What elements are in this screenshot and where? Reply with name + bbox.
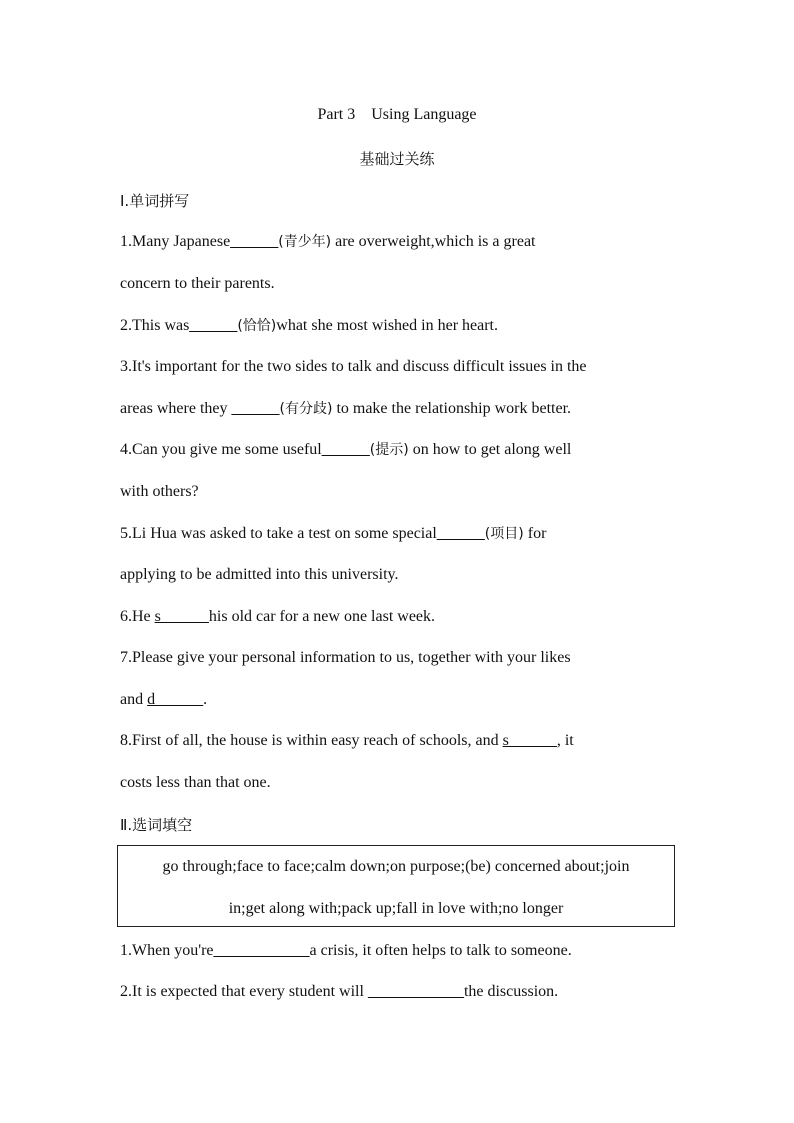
question-text: 2.This was <box>120 317 190 334</box>
question-text: . <box>203 691 208 708</box>
question-text: with others? <box>120 483 199 500</box>
chinese-hint: (有分歧) <box>279 401 333 417</box>
chinese-hint: (提示) <box>369 442 409 458</box>
answer-blank[interactable]: ______ <box>231 400 280 417</box>
page-subtitle: 基础过关练 <box>359 150 435 168</box>
chinese-hint: (项目) <box>484 526 524 542</box>
question-text: and <box>120 691 148 708</box>
answer-blank[interactable]: ____________ <box>213 942 310 959</box>
question-text: concern to their parents. <box>120 275 275 292</box>
question-text: the discussion. <box>463 983 559 1000</box>
question-line <box>120 523 546 545</box>
question-line <box>120 772 271 794</box>
question-text: , it <box>556 732 574 749</box>
question-line <box>120 439 571 461</box>
question-text: what she most wished in her heart. <box>276 317 498 334</box>
question-text: his old car for a new one last week. <box>208 608 436 625</box>
question-text: for <box>523 525 547 542</box>
question-text: areas where they <box>120 400 232 417</box>
answer-blank[interactable]: ______ <box>436 525 485 542</box>
question-line <box>120 730 574 752</box>
page-title: Part 3 Using Language <box>317 106 477 123</box>
section-heading-spelling: Ⅰ.单词拼写 <box>120 192 190 210</box>
chinese-hint: (青少年) <box>278 234 332 250</box>
question-line <box>120 940 572 962</box>
question-line <box>120 356 587 378</box>
question-text: applying to be admitted into this university. <box>120 566 399 583</box>
question-text: are overweight,which is a great <box>331 233 536 250</box>
question-line <box>120 564 398 586</box>
question-line <box>120 481 199 503</box>
word-bank-line: in;get along with;pack up;fall in love with;no longer <box>228 900 564 917</box>
answer-blank[interactable]: ______ <box>189 317 238 334</box>
section-heading-word-choice: Ⅱ.选词填空 <box>120 816 193 834</box>
question-text: 5.Li Hua was asked to take a test on some special <box>120 525 437 542</box>
question-text: 1.When you're <box>120 942 214 959</box>
question-text: 3.It's important for the two sides to talk and discuss difficult issues in the <box>120 358 587 375</box>
question-line <box>120 273 275 295</box>
answer-blank[interactable]: d______ <box>147 691 204 708</box>
question-line <box>120 689 207 711</box>
question-text: to make the relationship work better. <box>332 400 572 417</box>
question-text: 8.First of all, the house is within easy reach of schools, and <box>120 732 503 749</box>
question-line <box>120 606 435 628</box>
question-text: 7.Please give your personal information to us, together with your likes <box>120 649 571 666</box>
chinese-hint: (恰恰) <box>237 318 277 334</box>
answer-blank[interactable]: ______ <box>230 233 279 250</box>
question-text: a crisis, it often helps to talk to someone. <box>309 942 572 959</box>
question-text: 6.He <box>120 608 155 625</box>
question-line <box>120 981 558 1003</box>
word-bank-box <box>117 845 675 927</box>
answer-blank[interactable]: s______ <box>154 608 209 625</box>
question-line <box>120 231 535 253</box>
question-line <box>120 315 498 337</box>
question-text: on how to get along well <box>408 441 572 458</box>
question-text: 1.Many Japanese <box>120 233 231 250</box>
question-line <box>120 647 571 669</box>
question-text: 2.It is expected that every student will <box>120 983 368 1000</box>
answer-blank[interactable]: ______ <box>321 441 370 458</box>
word-bank-line: go through;face to face;calm down;on purpose;(be) concerned about;join <box>162 858 630 875</box>
answer-blank[interactable]: ____________ <box>367 983 464 1000</box>
question-text: costs less than that one. <box>120 774 271 791</box>
question-line <box>120 398 571 420</box>
answer-blank[interactable]: s______ <box>502 732 557 749</box>
question-text: 4.Can you give me some useful <box>120 441 322 458</box>
